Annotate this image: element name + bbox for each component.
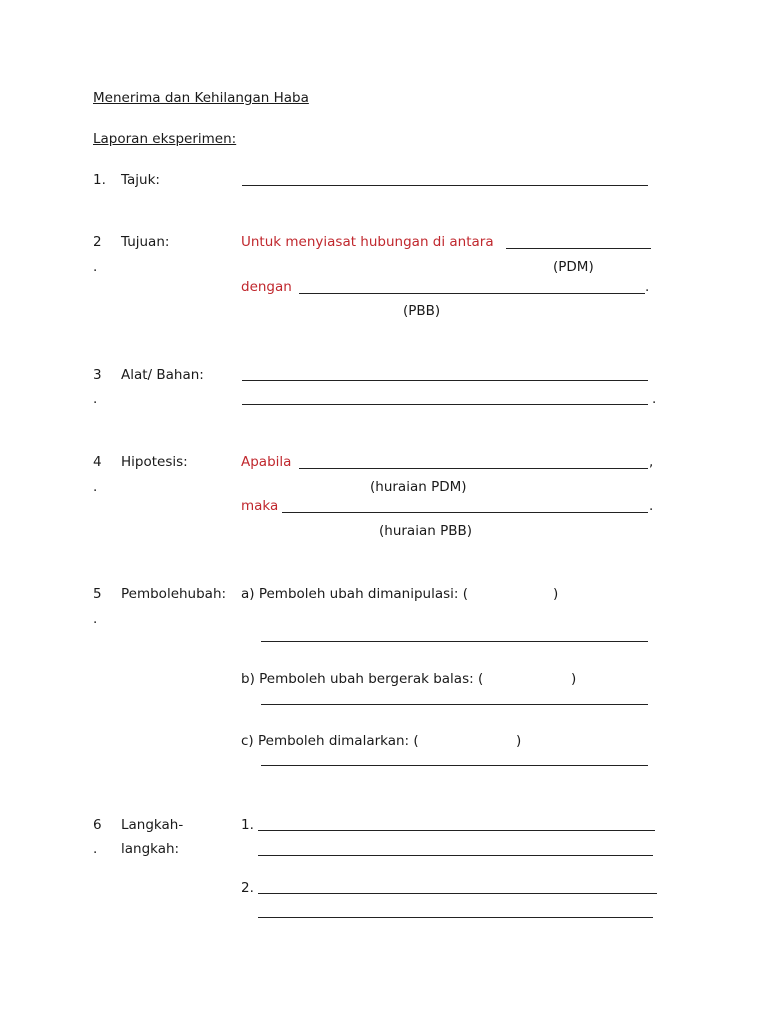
document-title: Menerima dan Kehilangan Haba	[93, 90, 309, 106]
hipotesis-pbb-blank-line[interactable]	[282, 512, 648, 513]
hipotesis-line1-prefix: Apabila	[241, 454, 292, 470]
step-1-number: 1.	[241, 817, 254, 833]
section-6-number: 6	[93, 817, 102, 833]
section-5-number: 5	[93, 586, 102, 602]
section-2-label: Tujuan:	[121, 234, 170, 250]
section-1-number: 1.	[93, 172, 106, 188]
fixed-variable-blank-line[interactable]	[261, 765, 648, 766]
manipulated-variable-close: )	[553, 586, 559, 602]
section-5-label: Pembolehubah:	[121, 586, 227, 602]
alat-end-dot: .	[652, 391, 657, 407]
hipotesis-pbb-note: (huraian PBB)	[379, 523, 473, 539]
responding-variable-blank-line[interactable]	[261, 704, 648, 705]
fixed-variable-label: c) Pemboleh dimalarkan: (	[241, 733, 419, 749]
section-3-number: 3	[93, 367, 102, 383]
section-4-dot: .	[93, 479, 98, 495]
tujuan-pdm-blank-line[interactable]	[506, 248, 651, 249]
section-3-dot: .	[93, 391, 98, 407]
step-1-blank-line-2[interactable]	[258, 855, 653, 856]
manipulated-variable-label: a) Pemboleh ubah dimanipulasi: (	[241, 586, 469, 602]
step-2-blank-line-2[interactable]	[258, 917, 653, 918]
responding-variable-close: )	[571, 671, 577, 687]
section-4-number: 4	[93, 454, 102, 470]
tajuk-blank-line[interactable]	[242, 185, 648, 186]
hipotesis-pdm-blank-line[interactable]	[299, 468, 648, 469]
section-5-dot: .	[93, 611, 98, 627]
tujuan-pbb-blank-line[interactable]	[299, 293, 645, 294]
alat-blank-line-2[interactable]	[242, 404, 648, 405]
hipotesis-line2-prefix: maka	[241, 498, 279, 514]
section-1-label: Tajuk:	[121, 172, 160, 188]
section-4-label: Hipotesis:	[121, 454, 188, 470]
hipotesis-pdm-note: (huraian PDM)	[370, 479, 467, 495]
tujuan-line1-prefix: Untuk menyiasat hubungan di antara	[241, 234, 494, 250]
step-1-blank-line-1[interactable]	[258, 830, 655, 831]
alat-blank-line-1[interactable]	[242, 380, 648, 381]
tujuan-pdm-note: (PDM)	[553, 259, 594, 275]
section-6-label-line1: Langkah-	[121, 817, 184, 833]
manipulated-variable-blank-line[interactable]	[261, 641, 648, 642]
section-6-dot: .	[93, 841, 98, 857]
tujuan-line2-end-dot: .	[645, 279, 650, 295]
report-subtitle: Laporan eksperimen:	[93, 131, 237, 147]
section-6-label-line2: langkah:	[121, 841, 180, 857]
hipotesis-line1-end: ,	[649, 454, 654, 470]
section-2-number: 2	[93, 234, 102, 250]
tujuan-pbb-note: (PBB)	[403, 303, 441, 319]
hipotesis-line2-end: .	[649, 498, 654, 514]
section-2-dot: .	[93, 259, 98, 275]
fixed-variable-close: )	[516, 733, 522, 749]
step-2-number: 2.	[241, 880, 254, 896]
responding-variable-label: b) Pemboleh ubah bergerak balas: (	[241, 671, 484, 687]
tujuan-line2-prefix: dengan	[241, 279, 292, 295]
section-3-label: Alat/ Bahan:	[121, 367, 204, 383]
step-2-blank-line-1[interactable]	[258, 893, 657, 894]
